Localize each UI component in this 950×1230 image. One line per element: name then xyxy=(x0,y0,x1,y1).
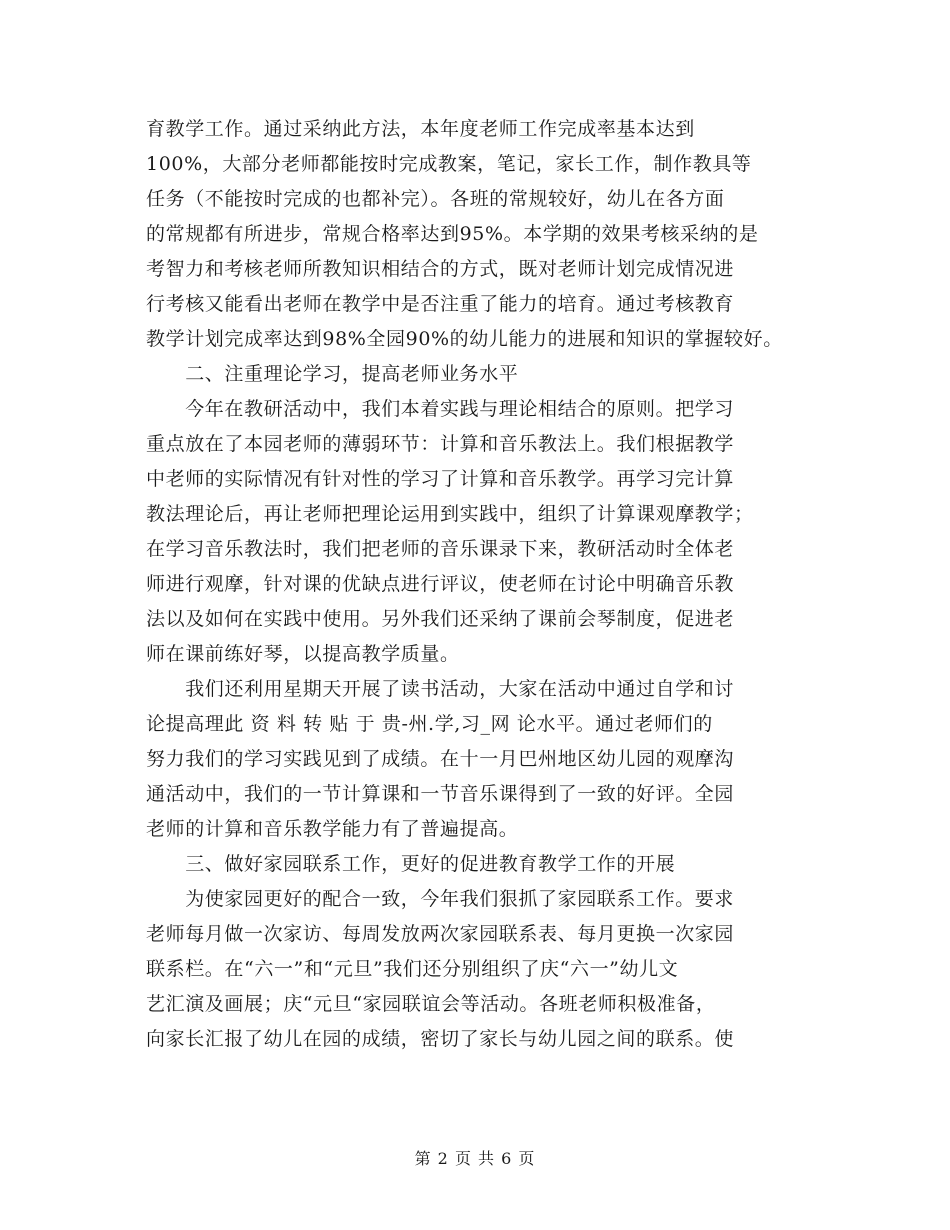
document-body xyxy=(146,112,806,1057)
text-line: 教法理论后，再让老师把理论运用到实践中，组织了计算课观摩教学； xyxy=(146,503,754,525)
text-line: 艺汇演及画展；庆“元旦“家园联谊会等活动。各班老师积极准备， xyxy=(146,993,716,1015)
text-line: 中老师的实际情况有针对性的学习了计算和音乐教学。再学习完计算 xyxy=(146,468,735,490)
text-line: 100%，大部分老师都能按时完成教案，笔记，家长工作，制作教具等 xyxy=(146,153,752,175)
text-line: 努力我们的学习实践见到了成绩。在十一月巴州地区幼儿园的观摩沟 xyxy=(146,748,735,770)
text-line: 在学习音乐教法时，我们把老师的音乐课录下来，教研活动时全体老 xyxy=(146,538,735,560)
text-line: 今年在教研活动中，我们本着实践与理论相结合的原则。把学习 xyxy=(146,398,735,420)
text-line: 重点放在了本园老师的薄弱环节：计算和音乐教法上。我们根据教学 xyxy=(146,433,735,455)
text-line: 联系栏。在“六一”和“元旦”我们还分别组织了庆“六一”幼儿文 xyxy=(146,958,679,980)
section-heading: 三、做好家园联系工作，更好的促进教育教学工作的开展 xyxy=(146,853,676,875)
text-line: 任务（不能按时完成的也都补完）。各班的常规较好，幼儿在各方面 xyxy=(146,188,725,210)
text-line: 论提高理此 资 料 转 贴 于 贵-州.学,习_网 论水平。通过老师们的 xyxy=(146,713,713,735)
text-line: 行考核又能看出老师在教学中是否注重了能力的培育。通过考核教育 xyxy=(146,293,735,315)
text-line: 师进行观摩，针对课的优缺点进行评议，使老师在讨论中明确音乐教 xyxy=(146,573,735,595)
text-line: 师在课前练好琴，以提高教学质量。 xyxy=(146,643,460,665)
text-line: 老师的计算和音乐教学能力有了普遍提高。 xyxy=(146,818,519,840)
text-line: 的常规都有所进步，常规合格率达到95%。本学期的效果考核采纳的是 xyxy=(146,223,759,245)
text-line: 我们还利用星期天开展了读书活动，大家在活动中通过自学和讨 xyxy=(146,678,735,700)
text-line: 教学计划完成率达到98%全园90%的幼儿能力的进展和知识的掌握较好。 xyxy=(146,328,783,350)
text-line: 老师每月做一次家访、每周发放两次家园联系表、每月更换一次家园 xyxy=(146,923,735,945)
section-heading: 二、注重理论学习，提高老师业务水平 xyxy=(146,363,519,385)
text-line: 通活动中，我们的一节计算课和一节音乐课得到了一致的好评。全园 xyxy=(146,783,735,805)
text-line: 法以及如何在实践中使用。另外我们还采纳了课前会琴制度，促进老 xyxy=(146,608,735,630)
text-line: 为使家园更好的配合一致，今年我们狠抓了家园联系工作。要求 xyxy=(146,888,735,910)
page-number-footer: 第 2 页 共 6 页 xyxy=(414,1149,536,1168)
text-line: 向家长汇报了幼儿在园的成绩，密切了家长与幼儿园之间的联系。使 xyxy=(146,1028,735,1050)
text-line: 育教学工作。通过采纳此方法，本年度老师工作完成率基本达到 xyxy=(146,118,695,140)
text-line: 考智力和考核老师所教知识相结合的方式，既对老师计划完成情况进 xyxy=(146,258,735,280)
